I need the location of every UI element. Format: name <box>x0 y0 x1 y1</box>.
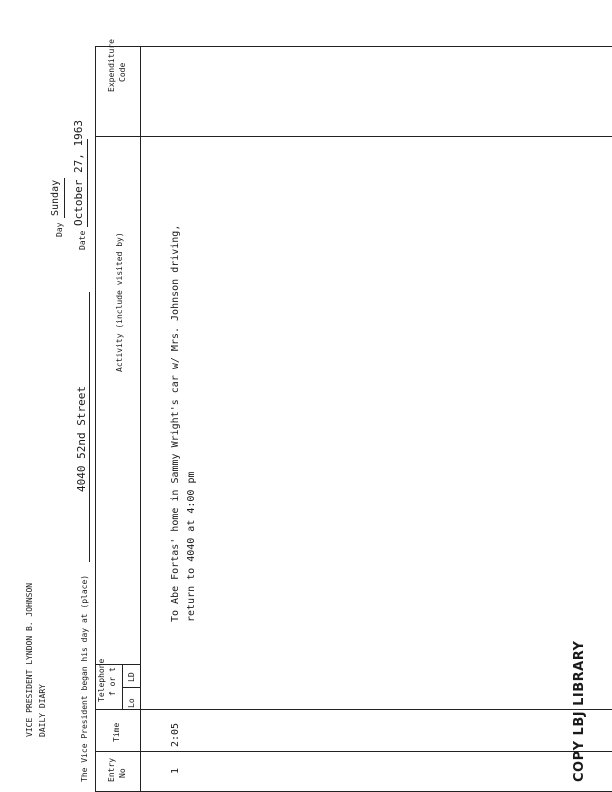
date-value: October 27, 1963 <box>72 120 85 226</box>
day-label: Day <box>55 222 64 237</box>
entry-no: 1 <box>170 767 181 774</box>
col-expenditure-1: Expenditure <box>107 39 116 92</box>
table-col-divider-1 <box>140 47 141 792</box>
col-ld: LD <box>127 672 136 682</box>
day-value: Sunday <box>50 179 61 216</box>
entry-activity-line-1: To Abe Fortas' home in Sammy Wright's car w/ Mrs. Johnson driving, <box>170 224 181 622</box>
col-expenditure-2: Code <box>118 62 127 82</box>
diary-title: VICE PRESIDENT LYNDON B. JOHNSON <box>25 582 34 737</box>
col-lo: Lo <box>127 698 136 708</box>
entry-activity-line-2: return to 4040 at 4:00 pm <box>186 471 197 622</box>
col-entry-header-1: Entry <box>107 757 116 782</box>
copy-lbj-library-stamp: COPY LBJ LIBRARY <box>572 640 587 782</box>
place-prefix: The Vice President began his day at (place) <box>80 574 89 782</box>
date-label: Date <box>78 230 87 250</box>
col-telephone-header: Telephone <box>97 658 106 702</box>
entry-time: 2:05 <box>170 722 181 747</box>
place-value: 4040 52nd Street <box>75 386 88 492</box>
table-header-line <box>95 136 612 137</box>
col-activity-header: Activity (include visited by) <box>115 232 124 372</box>
time-col-line <box>95 751 612 752</box>
col-time-header: Time <box>112 722 121 742</box>
table-body-line <box>95 709 612 710</box>
table-page-edge <box>95 46 612 47</box>
table-top-border <box>95 47 96 792</box>
diary-subtitle: DAILY DIARY <box>38 684 47 737</box>
col-telephone-sub: f or t <box>108 667 117 696</box>
col-entry-header-2: No <box>118 768 127 778</box>
lo-ld-divider <box>122 687 140 688</box>
